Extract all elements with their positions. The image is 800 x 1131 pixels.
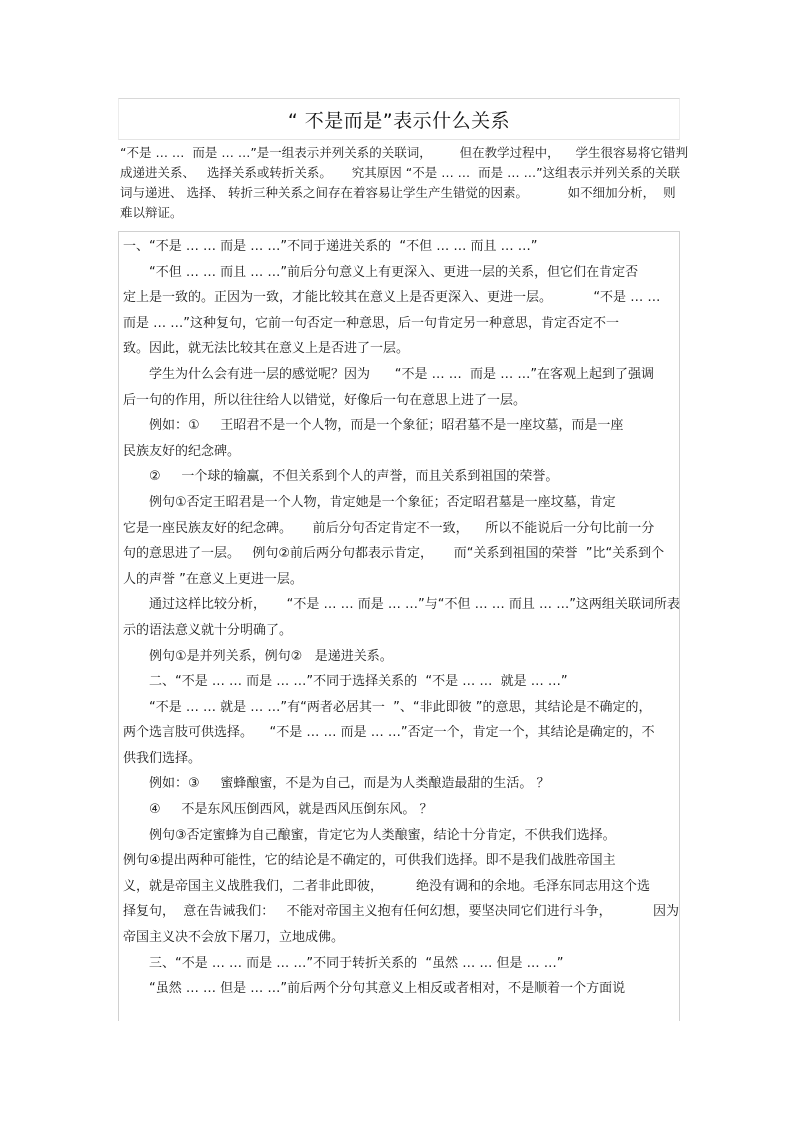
body-line: 择复句， 意在告诫我们： 不能对帝国主义抱有任何幻想，要坚决同它们进行斗争， 因为	[123, 904, 679, 920]
body-line: 例如：① 王昭君不是一个人物，而是一个象征；昭君墓不是一座坟墓，而是一座	[149, 418, 624, 434]
body-line: 定上是一致的。正因为一致，才能比较其在意义上是否更深入、更进一层。 “不是 … …	[123, 290, 661, 306]
body-line: 例句③否定蜜蜂为自己酿蜜，肯定它为人类酿蜜，结论十分肯定，不供我们选择。	[149, 827, 616, 843]
body-line: 它是一座民族友好的纪念碑。 前后分句否定肯定不一致， 所以不能说后一分句比前一分	[123, 520, 655, 536]
body-line: 供我们选择。	[123, 750, 202, 766]
body-line: ④ 不是东风压倒西风，就是西风压倒东风。 ？	[149, 802, 433, 818]
body-line: 致。因此，就无法比较其在意义上是否进了一层。	[123, 341, 410, 357]
body-line: 民族友好的纪念碑。	[123, 443, 241, 459]
body-line: ② 一个球的输赢，不但关系到个人的声誉，而且关系到祖国的荣誉。	[149, 469, 559, 485]
body-line: 例句①否定王昭君是一个人物，肯定她是一个象征；否定昭君墓是一座坟墓，肯定	[149, 494, 616, 510]
body-line: 例句①是并列关系，例句② 是递进关系。	[149, 648, 393, 664]
title-bar	[118, 98, 680, 140]
body-line: 示的语法意义就十分明确了。	[123, 622, 293, 638]
body-line: 帝国主义决不会放下屠刀，立地成佛。	[123, 930, 345, 946]
body-line: 学生为什么会有进一层的感觉呢？因为 “不是 … … 而是 … …”在客观上起到了强调	[149, 366, 655, 382]
body-line: 一、“不是 … … 而是 … …”不同于递进关系的 “不但 … … 而且 … …”	[123, 239, 538, 254]
body-line: “不是 … … 就是 … …”有“两者必居其一 ”、“非此即彼 ”的意思，其结论是不确定的，	[149, 699, 652, 715]
intro-line: “不是 … … 而是 … …”是一组表示并列关系的关联词， 但在教学过程中， 学生很容易将它错判	[120, 145, 689, 160]
body-line: 后一句的作用，所以往往给人以错觉，好像后一句在意思上进了一层。	[123, 392, 527, 408]
body-line: 人的声誉 ”在意义上更进一层。	[123, 571, 303, 587]
document-title: “ 不是而是”表示什么关系	[287, 109, 511, 132]
body-line: “不但 … … 而且 … …”前后分句意义上有更深入、更进一层的关系，但它们在肯定否	[149, 264, 639, 280]
intro-line: 难以辩证。	[120, 205, 183, 220]
body-line: 三、“不是 … … 而是 … …”不同于转折关系的 “虽然 … … 但是 … …”	[149, 955, 564, 971]
body-line: 义，就是帝国主义战胜我们，二者非此即彼， 绝没有调和的余地。毛泽东同志用这个选	[123, 878, 651, 894]
body-line: 例如：③ 蜜蜂酿蜜，不是为自己，而是为人类酿造最甜的生活。 ？	[149, 776, 550, 792]
body-line: 句的意思进了一层。 例句②前后两分句都表示肯定， 而“关系到祖国的荣誉 ”比“关系到个	[123, 546, 665, 562]
intro-paragraph	[118, 140, 689, 223]
body-line: 通过这样比较分析， “不是 … … 而是 … …”与“不但 … … 而且 … …”这两组关联词所表	[149, 597, 680, 613]
body-text-frame	[118, 231, 680, 1021]
body-line: 而是 … …”这种复句，它前一句否定一种意思，后一句肯定另一种意思，肯定否定不一	[123, 315, 620, 331]
document-page	[118, 98, 689, 1021]
intro-line: 词与递进、 选择、 转折三种关系之间存在着容易让学生产生错觉的因素。 如不细加分析， 则	[120, 185, 676, 200]
body-line: 二、“不是 … … 而是 … …”不同于选择关系的 “不是 … … 就是 … …”	[149, 674, 568, 690]
body-line: “虽然 … … 但是 … …”前后两个分句其意义上相反或者相对，不是顺着一个方面说	[149, 981, 626, 997]
body-line: 两个选言肢可供选择。 “不是 … … 而是 … …”否定一个，肯定一个，其结论是确定的，不	[123, 725, 655, 741]
body-line: 例句④提出两种可能性，它的结论是不确定的，可供我们选择。即不是我们战胜帝国主	[123, 853, 616, 869]
intro-line: 成递进关系、 选择关系或转折关系。 究其原因 “不是 … … 而是 … …”这组表示并列关系的关联	[120, 165, 681, 180]
